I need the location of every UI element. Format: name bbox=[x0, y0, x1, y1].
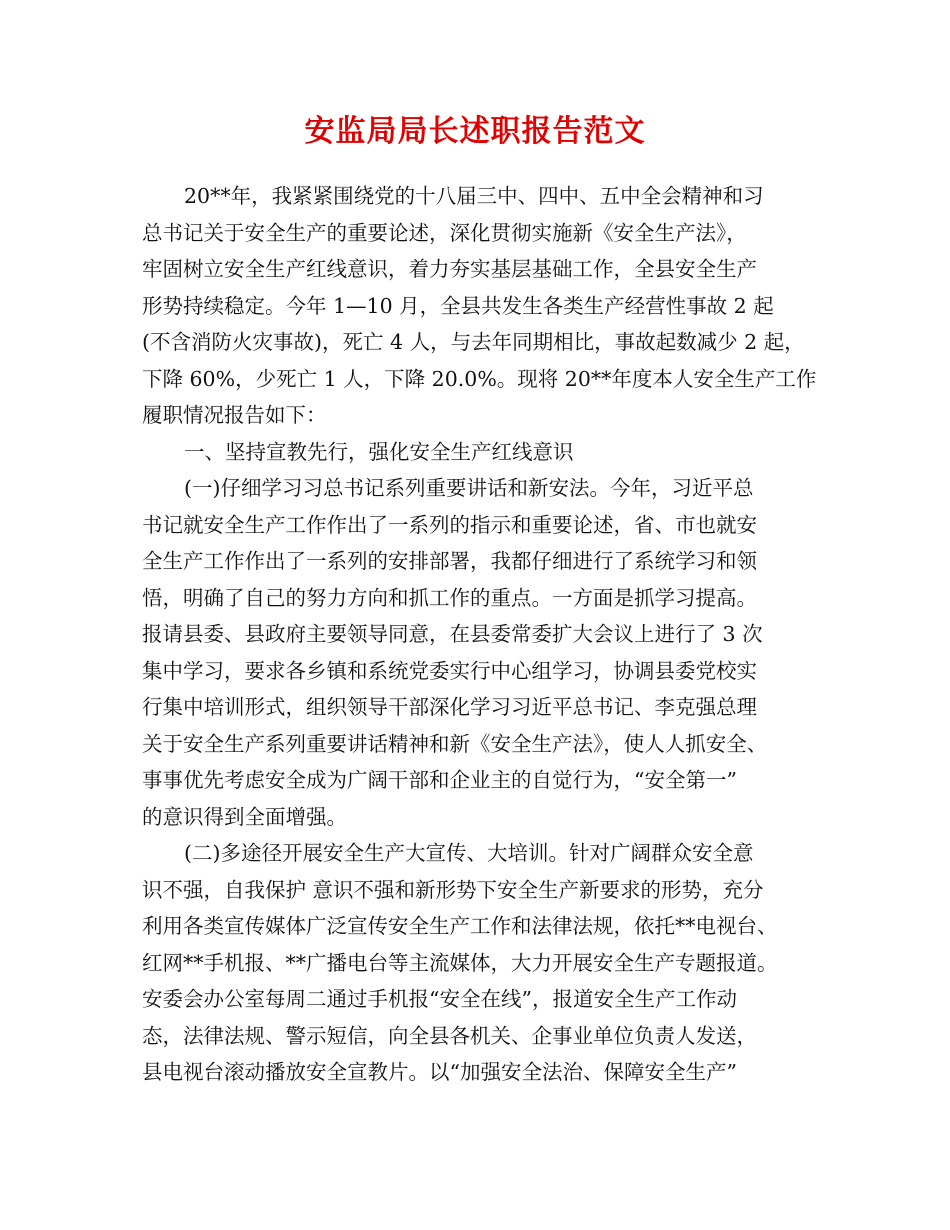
document-title: 安监局局长述职报告范文 bbox=[304, 114, 646, 149]
body-line: (一)仔细学习习总书记系列重要讲话和新安法。今年，习近平总 bbox=[184, 476, 754, 500]
body-line: 红网**手机报、**广播电台等主流媒体，大力开展安全生产专题报道。 bbox=[142, 950, 778, 975]
body-line: 利用各类宣传媒体广泛宣传安全生产工作和法律法规，依托**电视台、 bbox=[142, 914, 778, 938]
body-line: 安委会办公室每周二通过手机报“安全在线”，报道安全生产工作动 bbox=[142, 987, 737, 1011]
body-line: 全生产工作作出了一系列的安排部署，我都仔细进行了系统学习和领 bbox=[142, 549, 757, 573]
body-line: 报请县委、县政府主要领导同意，在县委常委扩大会议上进行了 3 次 bbox=[142, 622, 763, 646]
body-line: 履职情况报告如下： bbox=[142, 403, 327, 427]
body-line: 总书记关于安全生产的重要论述，深化贯彻实施新《安全生产法》， bbox=[142, 220, 747, 245]
body-line: 牢固树立安全生产红线意识，着力夯实基层基础工作，全县安全生产 bbox=[142, 257, 757, 281]
body-line: 态，法律法规、警示短信，向全县各机关、企事业单位负责人发送， bbox=[142, 1023, 757, 1048]
body-line: 下降 60%，少死亡 1 人，下降 20.0%。现将 20**年度本人安全生产工作 bbox=[142, 366, 817, 391]
document-body bbox=[142, 178, 822, 1091]
body-line: 形势持续稳定。今年 1—10 月，全县共发生各类生产经营性事故 2 起 bbox=[142, 293, 774, 318]
body-line: 事事优先考虑安全成为广阔干部和企业主的自觉行为，“安全第一” bbox=[142, 768, 737, 792]
body-line: 识不强，自我保护 意识不强和新形势下安全生产新要求的形势，充分 bbox=[142, 877, 764, 902]
body-line: (不含消防火灾事故)，死亡 4 人，与去年同期相比，事故起数减少 2 起， bbox=[142, 330, 805, 354]
body-line: 书记就安全生产工作作出了一系列的指示和重要论述，省、市也就安 bbox=[142, 512, 757, 537]
body-line: 县电视台滚动播放安全宣教片。以“加强安全法治、保障安全生产” bbox=[142, 1060, 737, 1084]
body-line: 集中学习，要求各乡镇和系统党委实行中心组学习，协调县委党校实 bbox=[142, 658, 757, 683]
body-line: 的意识得到全面增强。 bbox=[142, 804, 347, 829]
body-line: 悟，明确了自己的努力方向和抓工作的重点。一方面是抓学习提高。 bbox=[142, 585, 757, 610]
body-line: 一、坚持宣教先行，强化安全生产红线意识 bbox=[184, 439, 574, 464]
body-line: 关于安全生产系列重要讲话精神和新《安全生产法》，使人人抓安全、 bbox=[142, 731, 768, 756]
body-line: (二)多途径开展安全生产大宣传、大培训。针对广阔群众安全意 bbox=[184, 841, 754, 865]
body-line: 20**年，我紧紧围绕党的十八届三中、四中、五中全会精神和习 bbox=[184, 184, 764, 208]
body-line: 行集中培训形式，组织领导干部深化学习习近平总书记、李克强总理 bbox=[142, 695, 757, 719]
